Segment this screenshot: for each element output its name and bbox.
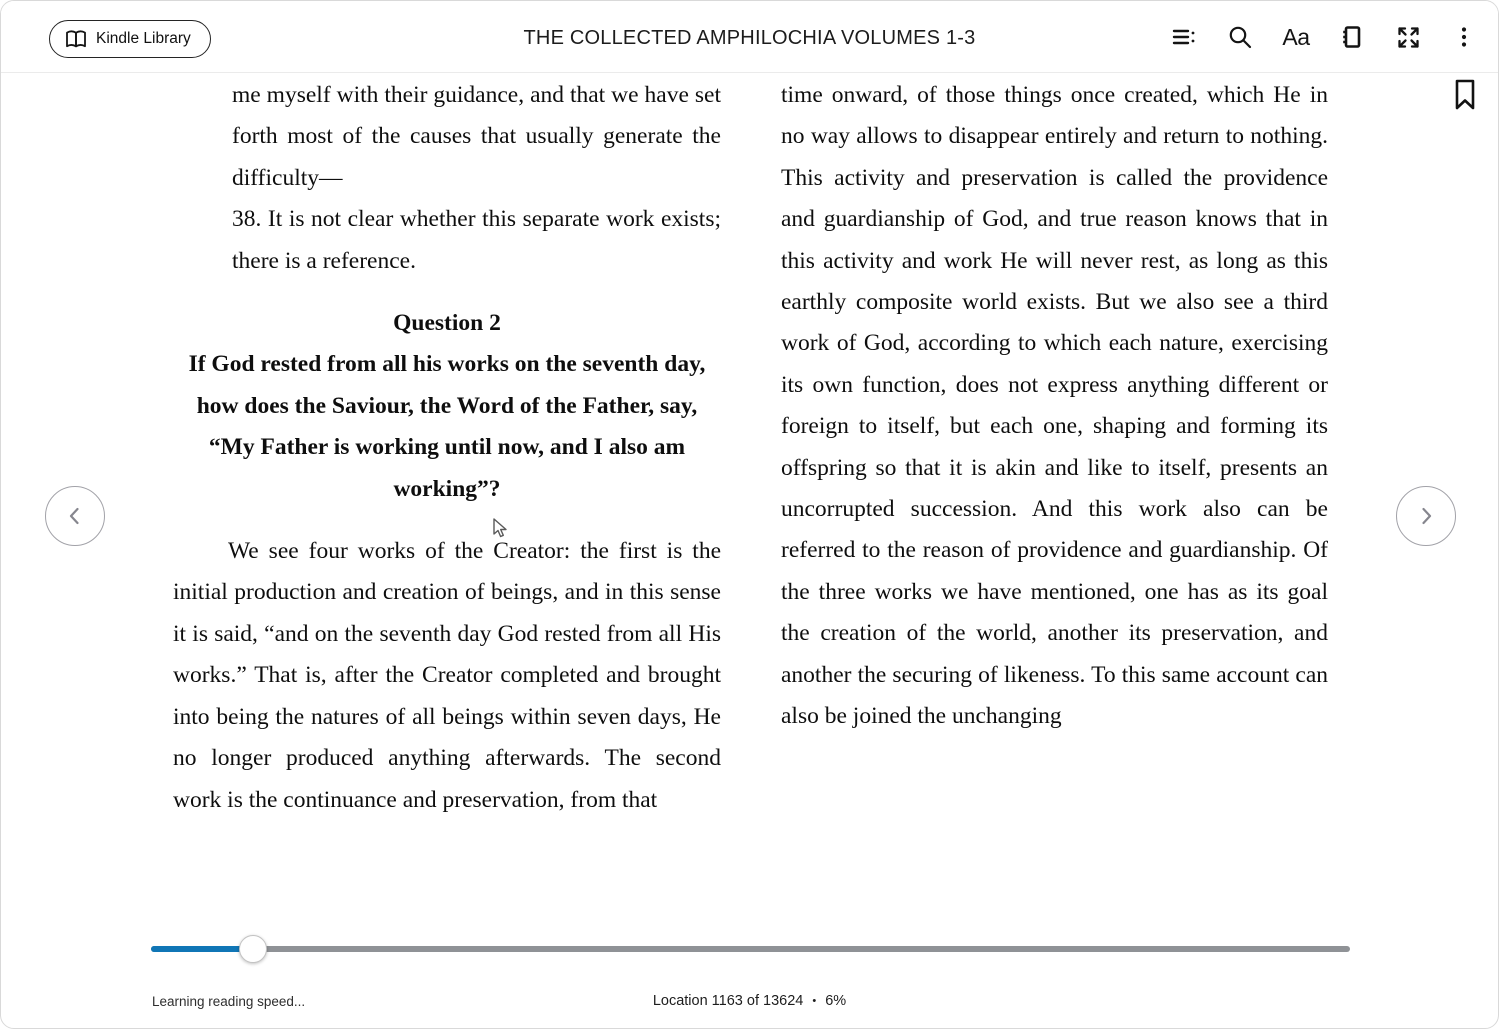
page-left-column bbox=[173, 75, 721, 913]
toolbar bbox=[1, 1, 1498, 73]
body-paragraph-left: We see four works of the Creator: the first is the initial production and creation of beings, and in this sense it is said, “and on the seventh day God rested from all His works.” That is, after the Creator completed and brought into being the natures of all beings within seven days, He no longer produced anything afterwards. The second work is the continuance and preservation, from that bbox=[173, 538, 721, 813]
body-paragraph-right: time onward, of those things once created, which He in no way allows to disappear entirely and return to nothing. This activity and preservation is called the providence and guardianship of God, and true reason knows that in this activity and work He will never rest, as long as this earthly composite world exists. But we also see a third work of God, according to which each nature, exercising its own function, does not express anything different or foreign to itself, but each one, shaping and forming its offspring so that it is akin and like to itself, presents an uncorrupted succession. And this work also can be referred to the reason of providence and guardianship. Of the three works we have mentioned, one has as its goal the creation of the world, another its preservation, and another the securing of likeness. To this same account can also be joined the unchanging bbox=[781, 82, 1328, 730]
open-book-icon bbox=[65, 30, 87, 49]
footnote-text-2: 38. It is not clear whether this separate work exists; there is a reference. bbox=[232, 206, 721, 274]
location-text: Location 1163 of 13624 bbox=[652, 993, 804, 1009]
chevron-right-icon bbox=[1414, 504, 1438, 528]
fullscreen-icon[interactable] bbox=[1394, 23, 1422, 51]
location-indicator bbox=[653, 993, 846, 1009]
footnote-text-1: me myself with their guidance, and that we have set forth most of the causes that usually generate the difficulty— bbox=[232, 82, 721, 191]
previous-page-button[interactable] bbox=[45, 486, 105, 546]
overflow-menu-icon[interactable] bbox=[1450, 23, 1478, 51]
bookmark-icon[interactable] bbox=[1453, 78, 1479, 112]
toc-notes-icon[interactable] bbox=[1170, 23, 1198, 51]
book-title: THE COLLECTED AMPHILOCHIA VOLUMES 1-3 bbox=[523, 27, 976, 49]
kindle-library-button[interactable] bbox=[49, 20, 211, 58]
notebook-layout-icon[interactable] bbox=[1338, 23, 1366, 51]
font-settings-label: Aa bbox=[1282, 23, 1310, 50]
chevron-left-icon bbox=[63, 504, 87, 528]
reading-speed-status: Learning reading speed... bbox=[152, 994, 306, 1009]
font-settings-icon[interactable] bbox=[1282, 23, 1310, 51]
reading-progress-slider[interactable] bbox=[151, 946, 1350, 952]
reading-progress-handle[interactable] bbox=[239, 935, 267, 963]
footnote-block bbox=[232, 75, 721, 282]
question-subheading: If God rested from all his works on the seventh day, how does the Saviour, the Word of the Father, say, “My Father is working until now, and I also am working”? bbox=[188, 351, 706, 502]
search-icon[interactable] bbox=[1226, 23, 1254, 51]
toolbar-actions bbox=[1170, 23, 1478, 51]
page-right-column bbox=[781, 75, 1328, 913]
kindle-library-label: Kindle Library bbox=[96, 30, 191, 47]
location-separator: • bbox=[812, 995, 817, 1007]
percent-read: 6% bbox=[825, 993, 847, 1009]
next-page-button[interactable] bbox=[1396, 486, 1456, 546]
question-heading: Question 2 bbox=[393, 310, 501, 337]
